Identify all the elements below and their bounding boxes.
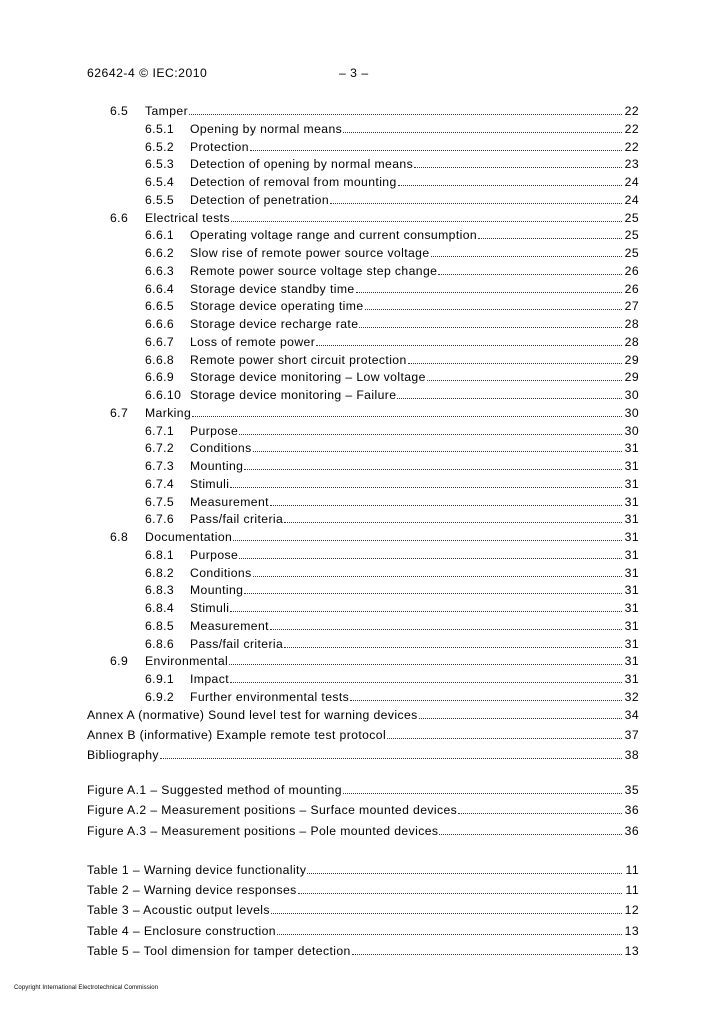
entry-title: Annex B (informative) Example remote test protocol bbox=[87, 727, 387, 742]
toc-entry[interactable] bbox=[87, 405, 639, 421]
entry-title: Protection bbox=[190, 139, 249, 154]
entry-number: 6.8.4 bbox=[145, 601, 175, 615]
dot-leader bbox=[419, 707, 622, 719]
dot-leader bbox=[438, 263, 622, 275]
entry-title: Table 5 – Tool dimension for tamper detection bbox=[87, 944, 351, 958]
dot-leader bbox=[277, 923, 622, 935]
entry-page-number: 22 bbox=[624, 139, 639, 154]
entry-title: Annex A (normative) Sound level test for warning devices bbox=[87, 707, 418, 722]
entry-title: Table 2 – Warning device responses bbox=[87, 883, 297, 897]
entry-page-number: 11 bbox=[625, 883, 639, 897]
dot-leader bbox=[160, 747, 622, 759]
entry-page-number: 25 bbox=[624, 210, 639, 225]
entry-title: Purpose bbox=[190, 547, 239, 562]
entry-page-number: 28 bbox=[624, 334, 639, 349]
entry-page-number: 27 bbox=[624, 299, 639, 314]
dot-leader bbox=[478, 227, 622, 239]
dot-leader bbox=[343, 121, 622, 133]
dot-leader bbox=[298, 882, 622, 894]
entry-title: Storage device standby time bbox=[190, 281, 355, 296]
dot-leader bbox=[439, 823, 622, 835]
toc-entry[interactable] bbox=[87, 529, 639, 545]
entry-page-number: 25 bbox=[624, 246, 639, 260]
entry-page-number: 34 bbox=[624, 707, 639, 722]
dot-leader bbox=[270, 494, 622, 506]
dot-leader bbox=[250, 139, 622, 151]
entry-page-number: 26 bbox=[624, 281, 639, 296]
table-entry[interactable] bbox=[87, 923, 639, 939]
entry-number: 6.6.9 bbox=[145, 370, 175, 385]
entry-title: Tamper bbox=[145, 104, 189, 118]
toc-entry[interactable] bbox=[87, 245, 639, 261]
entry-page-number: 36 bbox=[624, 824, 639, 838]
dot-leader bbox=[230, 600, 622, 612]
entry-title: Mounting bbox=[190, 583, 244, 598]
dot-leader bbox=[244, 458, 622, 470]
entry-title: Figure A.1 – Suggested method of mounting bbox=[87, 783, 342, 797]
dot-leader bbox=[284, 511, 622, 523]
entry-number: 6.5 bbox=[110, 104, 129, 118]
entry-title: Electrical tests bbox=[145, 210, 230, 225]
dot-leader bbox=[458, 802, 622, 814]
entry-title: Purpose bbox=[190, 423, 239, 438]
entry-page-number: 30 bbox=[624, 405, 639, 420]
dot-leader bbox=[427, 369, 622, 381]
dot-leader bbox=[352, 943, 622, 955]
entry-title: Storage device monitoring – Low voltage bbox=[190, 370, 426, 385]
dot-leader bbox=[397, 387, 622, 399]
entry-number: 6.6.1 bbox=[145, 228, 175, 243]
entry-number: 6.7.6 bbox=[145, 512, 175, 527]
toc-entry[interactable] bbox=[87, 671, 639, 687]
toc-entry[interactable] bbox=[87, 103, 639, 119]
entry-title: Operating voltage range and current consumption bbox=[190, 228, 478, 243]
toc-entry[interactable] bbox=[87, 369, 639, 385]
table-entry[interactable] bbox=[87, 902, 639, 918]
entry-page-number: 38 bbox=[624, 747, 639, 762]
dot-leader bbox=[356, 281, 622, 293]
entry-title: Detection of penetration bbox=[190, 192, 330, 207]
entry-title: Storage device recharge rate bbox=[190, 317, 359, 331]
entry-title: Pass/fail criteria bbox=[190, 512, 284, 527]
dot-leader bbox=[270, 618, 622, 630]
dot-leader bbox=[231, 210, 622, 222]
entry-page-number: 31 bbox=[624, 654, 639, 669]
entry-page-number: 35 bbox=[624, 783, 639, 797]
figure-entry[interactable] bbox=[87, 823, 639, 839]
toc-entry[interactable] bbox=[87, 618, 639, 634]
entry-title: Remote power short circuit protection bbox=[190, 352, 407, 367]
toc-entry[interactable] bbox=[87, 565, 639, 581]
copyright-footer: Copyright International Electrotechnical Commission bbox=[14, 985, 159, 991]
toc-entry[interactable] bbox=[87, 387, 639, 403]
entry-number: 6.6.5 bbox=[145, 299, 175, 314]
dot-leader bbox=[229, 653, 622, 665]
entry-page-number: 32 bbox=[624, 689, 639, 704]
entry-number: 6.8.2 bbox=[145, 565, 175, 580]
entry-number: 6.8.6 bbox=[145, 636, 175, 651]
entry-number: 6.7.2 bbox=[145, 441, 175, 456]
entry-page-number: 36 bbox=[624, 803, 639, 817]
entry-title: Slow rise of remote power source voltage bbox=[190, 246, 430, 260]
dot-leader bbox=[244, 582, 622, 594]
dot-leader bbox=[398, 174, 622, 186]
toc-entry[interactable] bbox=[87, 707, 639, 723]
dot-leader bbox=[359, 316, 622, 328]
toc-entry[interactable] bbox=[87, 653, 639, 669]
entry-title: Opening by normal means bbox=[190, 121, 343, 136]
entry-number: 6.7.5 bbox=[145, 494, 175, 509]
entry-page-number: 31 bbox=[624, 618, 639, 633]
entry-page-number: 22 bbox=[624, 104, 639, 118]
entry-title: Stimuli bbox=[190, 601, 230, 615]
entry-number: 6.8.1 bbox=[145, 547, 175, 562]
entry-page-number: 31 bbox=[624, 583, 639, 598]
entry-title: Figure A.3 – Measurement positions – Pole mounted devices bbox=[87, 824, 439, 838]
entry-number: 6.7.1 bbox=[145, 423, 175, 438]
entry-number: 6.6.4 bbox=[145, 281, 175, 296]
entry-page-number: 13 bbox=[624, 924, 639, 938]
entry-title: Measurement bbox=[190, 494, 269, 509]
toc-entry[interactable] bbox=[87, 334, 639, 350]
entry-title: Environmental bbox=[145, 654, 229, 669]
toc-entry[interactable] bbox=[87, 156, 639, 172]
dot-leader bbox=[343, 782, 622, 794]
dot-leader bbox=[414, 156, 622, 168]
toc-entry[interactable] bbox=[87, 582, 639, 598]
toc-entry[interactable] bbox=[87, 227, 639, 243]
entry-page-number: 29 bbox=[624, 352, 639, 367]
entry-page-number: 24 bbox=[624, 192, 639, 207]
entry-number: 6.5.1 bbox=[145, 121, 175, 136]
toc-entry[interactable] bbox=[87, 210, 639, 226]
entry-title: Detection of opening by normal means bbox=[190, 157, 414, 172]
entry-title: Stimuli bbox=[190, 476, 230, 491]
toc-entry[interactable] bbox=[87, 636, 639, 652]
entry-title: Loss of remote power bbox=[190, 334, 316, 349]
entry-title: Pass/fail criteria bbox=[190, 636, 284, 651]
entry-page-number: 23 bbox=[624, 157, 639, 172]
entry-page-number: 26 bbox=[624, 263, 639, 278]
toc-entry[interactable] bbox=[87, 352, 639, 368]
entry-page-number: 28 bbox=[624, 317, 639, 331]
toc-entry[interactable] bbox=[87, 298, 639, 314]
dot-leader bbox=[271, 902, 622, 914]
toc-entry[interactable] bbox=[87, 423, 639, 439]
entry-page-number: 24 bbox=[624, 175, 639, 189]
dot-leader bbox=[239, 423, 622, 435]
table-entry[interactable] bbox=[87, 882, 639, 898]
dot-leader bbox=[431, 245, 622, 257]
entry-page-number: 31 bbox=[624, 547, 639, 562]
entry-page-number: 31 bbox=[624, 601, 639, 615]
entry-title: Conditions bbox=[190, 441, 252, 456]
toc-entry[interactable] bbox=[87, 494, 639, 510]
entry-page-number: 31 bbox=[624, 476, 639, 491]
toc-entry[interactable] bbox=[87, 476, 639, 492]
toc-entry[interactable] bbox=[87, 458, 639, 474]
entry-number: 6.7.3 bbox=[145, 459, 175, 473]
entry-page-number: 31 bbox=[624, 459, 639, 473]
entry-title: Remote power source voltage step change bbox=[190, 263, 438, 278]
entry-number: 6.5.4 bbox=[145, 175, 175, 189]
toc-entry[interactable] bbox=[87, 727, 639, 743]
entry-title: Storage device operating time bbox=[190, 299, 364, 314]
entry-title: Documentation bbox=[145, 530, 233, 544]
entry-number: 6.6.10 bbox=[145, 388, 182, 402]
entry-page-number: 31 bbox=[624, 565, 639, 580]
entry-page-number: 37 bbox=[624, 727, 639, 742]
entry-title: Mounting bbox=[190, 459, 244, 473]
dot-leader bbox=[253, 565, 622, 577]
dot-leader bbox=[316, 334, 622, 346]
entry-title: Bibliography bbox=[87, 747, 159, 762]
entry-number: 6.7 bbox=[110, 405, 129, 420]
entry-title: Storage device monitoring – Failure bbox=[190, 388, 397, 402]
entry-number: 6.5.5 bbox=[145, 192, 175, 207]
entry-number: 6.9 bbox=[110, 654, 129, 669]
dot-leader bbox=[365, 298, 622, 310]
entry-title: Measurement bbox=[190, 618, 269, 633]
dot-leader bbox=[230, 476, 622, 488]
entry-number: 6.8 bbox=[110, 530, 129, 544]
toc-entry[interactable] bbox=[87, 747, 639, 763]
toc-entry[interactable] bbox=[87, 600, 639, 616]
toc-entry[interactable] bbox=[87, 281, 639, 297]
toc-entry[interactable] bbox=[87, 121, 639, 137]
dot-leader bbox=[253, 440, 622, 452]
figure-entry[interactable] bbox=[87, 802, 639, 818]
dot-leader bbox=[192, 405, 622, 417]
entry-number: 6.8.5 bbox=[145, 618, 175, 633]
dot-leader bbox=[330, 192, 622, 204]
entry-page-number: 30 bbox=[624, 388, 639, 402]
dot-leader bbox=[307, 862, 622, 874]
entry-page-number: 13 bbox=[624, 944, 639, 958]
entry-page-number: 11 bbox=[625, 863, 639, 877]
dot-leader bbox=[230, 671, 622, 683]
entry-number: 6.8.3 bbox=[145, 583, 175, 598]
entry-number: 6.5.2 bbox=[145, 139, 175, 154]
entry-number: 6.5.3 bbox=[145, 157, 175, 172]
table-entry[interactable] bbox=[87, 862, 639, 878]
dot-leader bbox=[233, 529, 622, 541]
entry-number: 6.6.3 bbox=[145, 263, 175, 278]
entry-page-number: 31 bbox=[624, 494, 639, 509]
entry-title: Detection of removal from mounting bbox=[190, 175, 397, 189]
entry-title: Table 3 – Acoustic output levels bbox=[87, 903, 270, 917]
entry-title: Further environmental tests bbox=[190, 689, 350, 704]
entry-page-number: 31 bbox=[624, 530, 639, 544]
entry-page-number: 30 bbox=[624, 423, 639, 438]
entry-page-number: 31 bbox=[624, 636, 639, 651]
dot-leader bbox=[408, 352, 622, 364]
document-id: 62642-4 © IEC:2010 bbox=[87, 66, 208, 80]
entry-title: Conditions bbox=[190, 565, 252, 580]
entry-title: Impact bbox=[190, 672, 229, 686]
page-number: – 3 – bbox=[339, 66, 369, 80]
entry-page-number: 31 bbox=[624, 672, 639, 686]
entry-number: 6.6.6 bbox=[145, 317, 175, 331]
entry-page-number: 31 bbox=[624, 441, 639, 456]
entry-number: 6.6.7 bbox=[145, 334, 175, 349]
entry-number: 6.9.1 bbox=[145, 672, 175, 686]
entry-number: 6.7.4 bbox=[145, 476, 175, 491]
entry-page-number: 25 bbox=[624, 228, 639, 243]
entry-page-number: 12 bbox=[624, 903, 639, 917]
dot-leader bbox=[350, 689, 622, 701]
entry-number: 6.6.2 bbox=[145, 246, 175, 260]
figure-entry[interactable] bbox=[87, 782, 639, 798]
entry-title: Figure A.2 – Measurement positions – Surface mounted devices bbox=[87, 803, 458, 817]
toc-entry[interactable] bbox=[87, 192, 639, 208]
toc-entry[interactable] bbox=[87, 440, 639, 456]
toc-entry[interactable] bbox=[87, 547, 639, 563]
dot-leader bbox=[189, 103, 622, 115]
toc-entry[interactable] bbox=[87, 689, 639, 705]
toc-entry[interactable] bbox=[87, 174, 639, 190]
toc-entry[interactable] bbox=[87, 139, 639, 155]
entry-page-number: 22 bbox=[624, 121, 639, 136]
toc-entry[interactable] bbox=[87, 263, 639, 279]
page-header bbox=[87, 66, 639, 82]
entry-page-number: 29 bbox=[624, 370, 639, 385]
toc-entry[interactable] bbox=[87, 316, 639, 332]
entry-number: 6.6 bbox=[110, 210, 129, 225]
entry-number: 6.6.8 bbox=[145, 352, 175, 367]
dot-leader bbox=[284, 636, 622, 648]
entry-title: Marking bbox=[145, 405, 192, 420]
toc-entry[interactable] bbox=[87, 511, 639, 527]
dot-leader bbox=[239, 547, 622, 559]
entry-page-number: 31 bbox=[624, 512, 639, 527]
entry-number: 6.9.2 bbox=[145, 689, 175, 704]
entry-title: Table 1 – Warning device functionality bbox=[87, 863, 307, 877]
table-entry[interactable] bbox=[87, 943, 639, 959]
entry-title: Table 4 – Enclosure construction bbox=[87, 924, 276, 938]
dot-leader bbox=[387, 727, 622, 739]
